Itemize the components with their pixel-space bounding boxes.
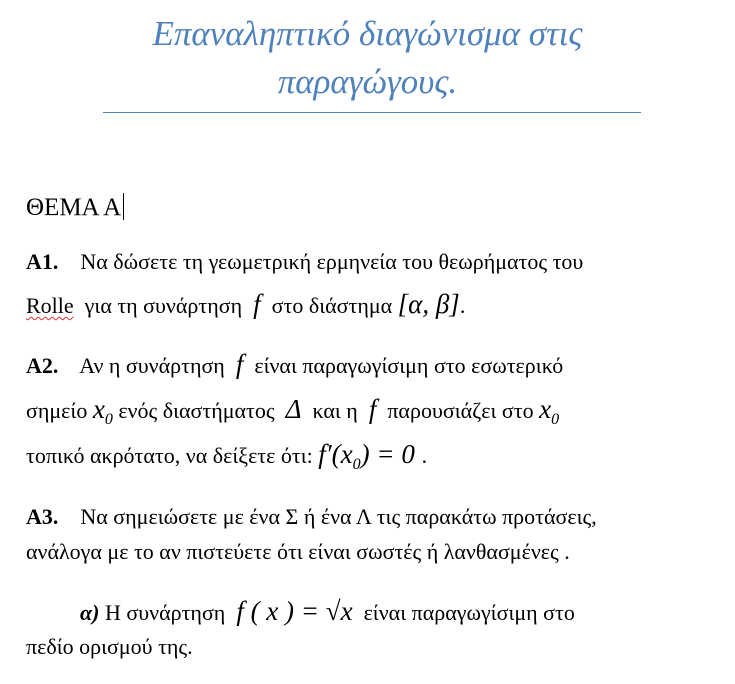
section-heading-text: ΘΕΜΑ Α	[26, 194, 122, 221]
a1-line1	[26, 248, 583, 276]
a2-text2: είναι παραγωγίσιμη στο εσωτερικό	[254, 353, 564, 378]
item-a-line1	[80, 597, 575, 627]
a2-text7: τοπικό ακρότατο, να δείξετε ότι:	[26, 443, 313, 468]
a1-number: Α1.	[26, 249, 59, 274]
document-title-line1: Επαναληπτικό διαγώνισμα στις	[152, 14, 583, 53]
a2-delta: Δ	[285, 394, 302, 424]
a1-f: f	[253, 289, 261, 319]
a1-interval: [α, β]	[397, 289, 460, 319]
a2-text1: Αν η συνάρτηση	[79, 353, 225, 378]
a2-text6: παρουσιάζει στο	[387, 398, 534, 423]
a2-eq-sub0: 0	[352, 456, 361, 473]
section-heading	[26, 193, 124, 222]
a2-text3: σημείο	[26, 398, 88, 423]
a2-text4: ενός διαστήματος	[118, 398, 275, 423]
a2-sub0: 0	[104, 411, 113, 428]
item-a-line2	[26, 633, 193, 661]
a2-f: f	[235, 349, 244, 379]
a3-line1	[26, 503, 597, 531]
a2-line1	[26, 350, 563, 380]
item-a-text2: είναι παραγωγίσιμη στο	[363, 600, 575, 625]
a2-eq-right: ) = 0	[360, 439, 415, 469]
a3-number: Α3.	[26, 504, 59, 529]
a1-text2: για τη συνάρτηση	[84, 293, 243, 318]
a1-line2	[26, 290, 465, 320]
a2-f2: f	[368, 394, 377, 424]
a2-eq-x: x	[340, 439, 353, 469]
text-cursor	[123, 193, 124, 220]
title-underline	[103, 112, 641, 113]
a1-text3: στο διάστημα	[271, 293, 393, 318]
item-a-formula: f ( x ) = √x	[236, 596, 353, 626]
a3-text1: Να σημειώσετε με ένα Σ ή ένα Λ τις παρακάτω προτάσεις,	[80, 504, 597, 529]
a1-text1: Να δώσετε τη γεωμετρική ερμηνεία του θεωρήματος του	[80, 249, 584, 274]
a2-line2	[26, 395, 559, 434]
a2-x0	[92, 394, 113, 428]
a2-sub0-2: 0	[551, 411, 560, 428]
a1-end: .	[459, 293, 466, 318]
item-a-text3: πεδίο ορισμού της.	[26, 634, 193, 659]
a2-eq-left: f′(	[318, 439, 341, 469]
a2-line3	[26, 440, 427, 479]
a2-x0-2	[539, 394, 560, 428]
a1-rolle: Rolle	[26, 293, 74, 318]
a2-equation	[318, 439, 421, 473]
a3-text2: ανάλογα με το αν πιστεύετε ότι είναι σωστές ή λανθασμένες .	[26, 539, 570, 564]
a2-x-2: x	[539, 394, 552, 424]
a2-text5: και η	[312, 398, 358, 423]
item-a-text1: Η συνάρτηση	[105, 600, 226, 625]
document-title-line2: παραγώγους.	[277, 62, 458, 101]
a2-number: Α2.	[26, 353, 59, 378]
a2-end: .	[421, 443, 428, 468]
a2-x: x	[92, 394, 105, 424]
a3-line2	[26, 538, 570, 566]
item-a-label: α)	[80, 600, 100, 625]
